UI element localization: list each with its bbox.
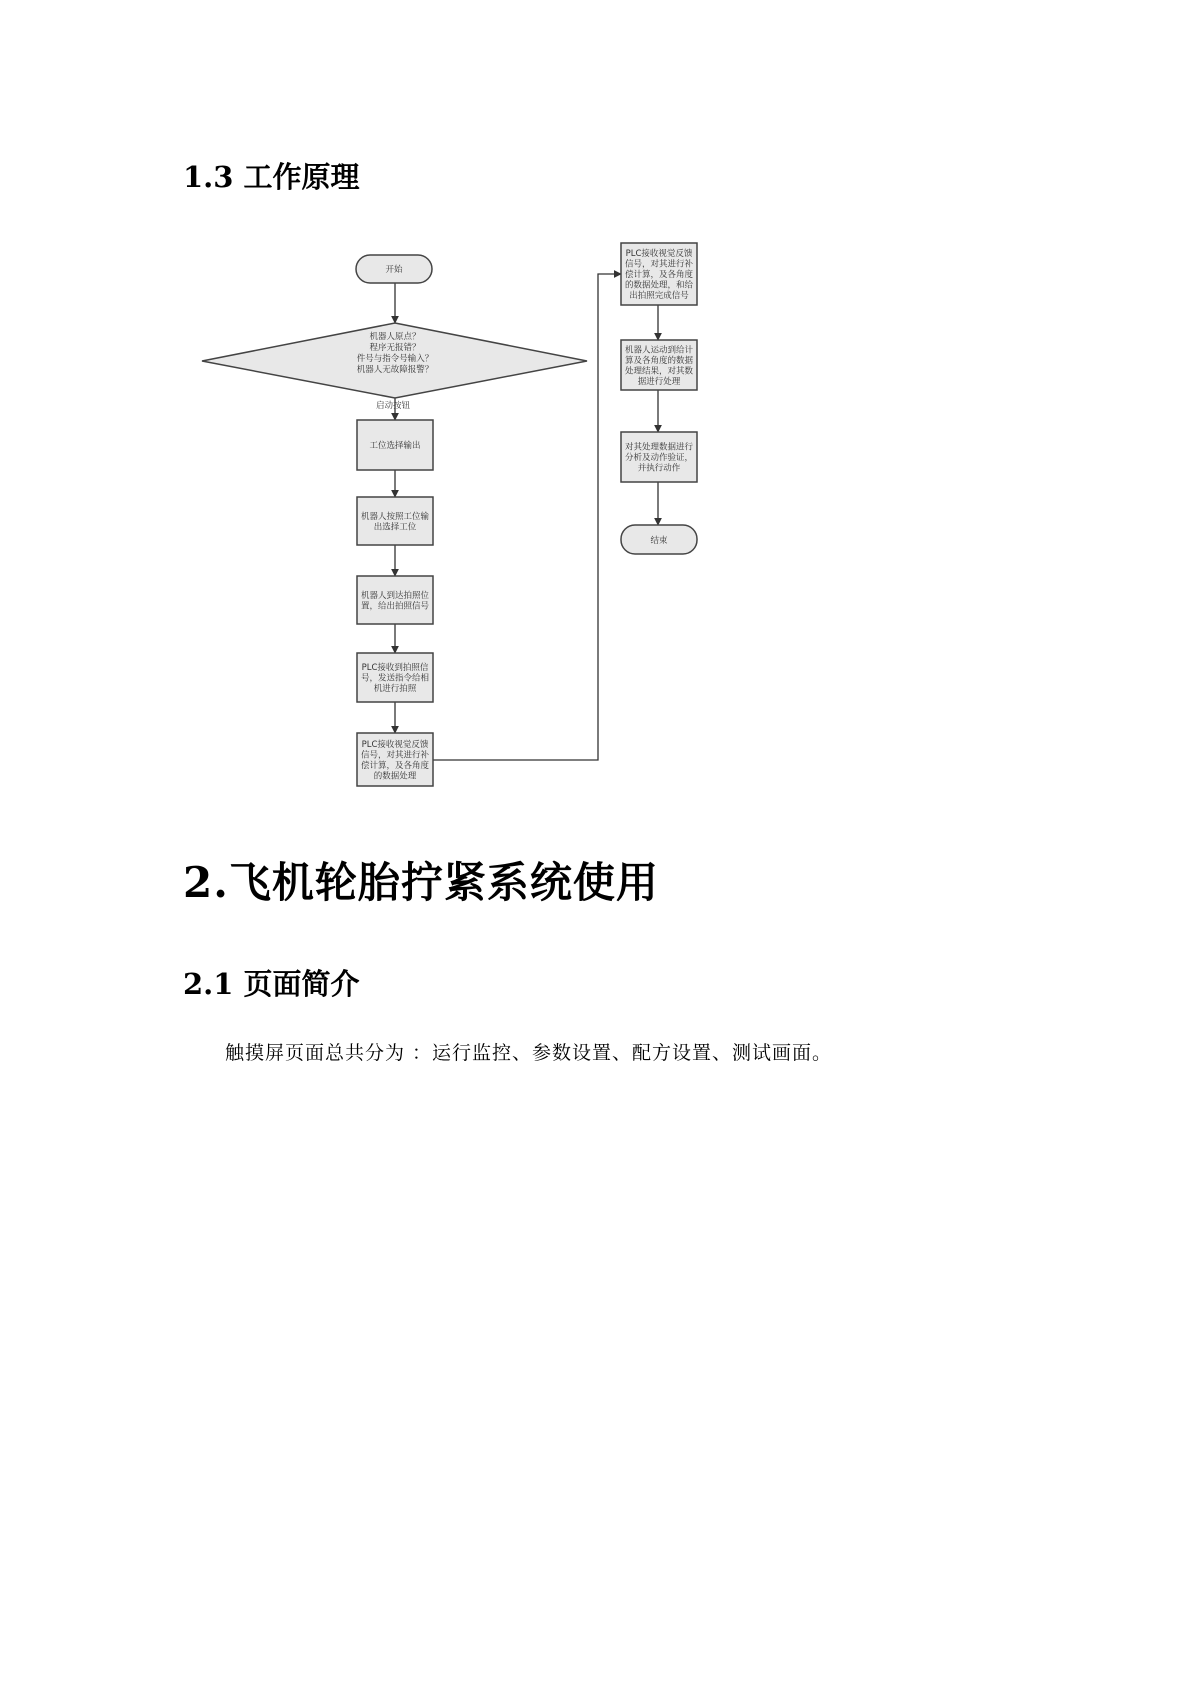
flow-step [357,576,433,624]
section-1-3-heading: 1.3 工作原理 [183,160,360,194]
flowchart [0,0,1200,820]
section-2-1-heading: 2.1 页面简介 [183,967,360,1001]
flow-step-label: 机器人到达拍照位置，给出拍照信号 [360,590,430,612]
flow-step-label: PLC接收到拍照信号，发送指令给相机进行拍照 [360,663,430,694]
flow-step [357,420,433,470]
flow-step-label: 机器人运动到给计算及各角度的数据处理结果，对其数据进行处理 [624,345,694,387]
flow-step [621,243,697,305]
decision-line: 机器人原点？ [369,332,421,342]
flow-start [356,255,432,283]
svg-text:开始: 开始 [385,265,403,275]
flow-branch-label: 启动按钮 [375,401,411,411]
flow-step-label: 对其处理数据进行分析及动作验证，并执行动作 [624,442,694,474]
flow-step [357,733,433,786]
section-2-1-body: 触摸屏页面总共分为 ：运行监控、参数设置、配方设置、测试画面。 [225,1042,833,1064]
flow-step-label: PLC接收视觉反馈信号，对其进行补偿计算，及各角度的数据处理，和给出拍照完成信号 [624,249,694,301]
flow-step-label: 机器人按照工位输出选择工位 [360,511,430,533]
flow-step-label: 工位选择输出 [369,441,421,451]
flow-step [621,340,697,390]
flow-step-label: PLC接收视觉反馈信号，对其进行补偿计算，及各角度的数据处理 [360,739,430,782]
flow-steps [357,243,697,786]
section-2-heading: 2.飞机轮胎拧紧系统使用 [183,858,659,907]
flow-end [621,525,697,554]
decision-line: 机器人无故障报警？ [356,365,434,375]
svg-text:结束: 结束 [650,536,668,546]
flow-step [621,432,697,482]
decision-line: 件号与指令号输入？ [356,354,434,364]
flow-step [357,497,433,545]
decision-line: 程序无报错？ [369,343,421,353]
flow-decision [202,323,587,398]
flow-step [357,653,433,702]
